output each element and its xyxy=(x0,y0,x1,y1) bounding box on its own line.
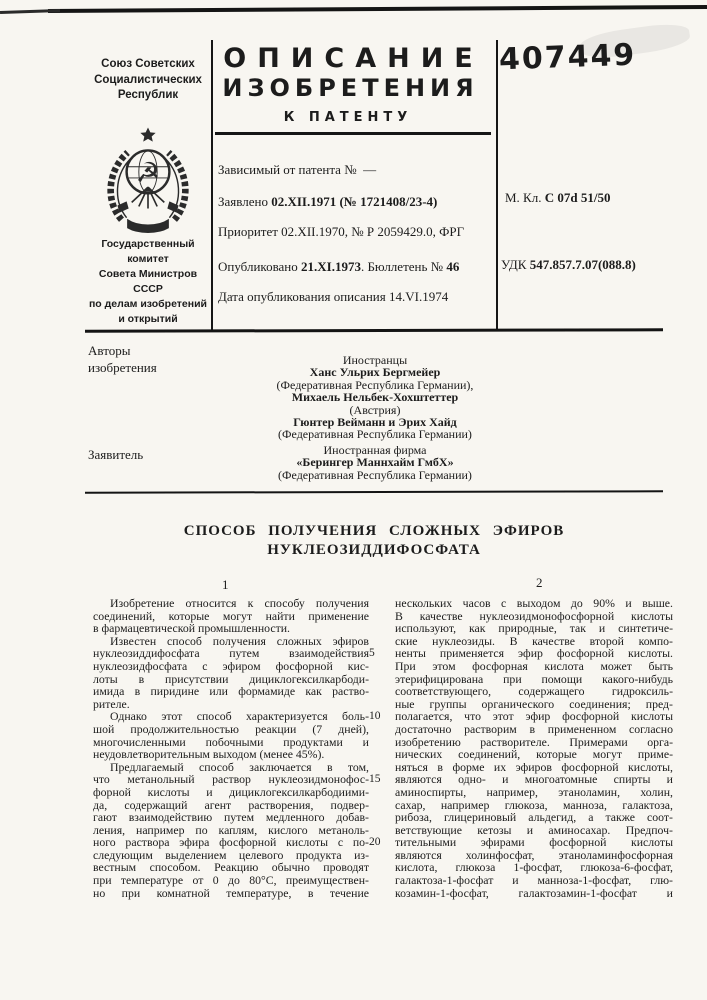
star-icon xyxy=(140,128,155,142)
text-line: Михаель Нельбек-Хохштеттер xyxy=(291,390,459,405)
text-line: по делам изобретений xyxy=(88,298,208,310)
text-line: Государственный комитет xyxy=(101,238,195,265)
body-line: этерифицирована при помощи какого-нибудь xyxy=(395,671,673,686)
text-line: Республик xyxy=(117,89,179,101)
body-line: достаточно растворим в примененном согласно xyxy=(395,721,673,736)
text-line: (Австрия) xyxy=(349,402,401,417)
body-line: сахар, например глюкоза, манноза, галактоза, xyxy=(395,797,673,812)
text-segment: 547.857.7.07(088.8) xyxy=(529,257,636,272)
body-line: что метанольный раствор нуклеозидмонофос- xyxy=(93,772,369,787)
text-line: «Берингер Маннхайм ГмбХ» xyxy=(296,455,454,470)
body-line: Известен способ получения сложных эфиров xyxy=(110,633,369,648)
body-line: ветствующие кетозы и аминосахар. Предпоч- xyxy=(395,822,673,837)
field-filed-date xyxy=(218,194,490,210)
body-line: рителе. xyxy=(93,696,130,711)
text-segment: . Бюллетень № xyxy=(360,259,447,274)
margin-line-number: 10 xyxy=(369,710,381,723)
country-name xyxy=(86,57,210,104)
text-segment: 46 xyxy=(446,259,460,274)
body-line: но при комнатной температуре, в течение xyxy=(93,885,369,900)
header-divider-right xyxy=(496,40,498,331)
authors-list xyxy=(210,354,540,441)
heading-izobreteniya: ИЗОБРЕТЕНИЯ xyxy=(222,74,479,102)
text-segment: 02.XII.1971 (№ 1721408/23-4) xyxy=(271,194,438,209)
text-line: НУКЛЕОЗИДДИФОСФАТА xyxy=(267,541,481,558)
body-line: нических соединений, которые могут приме- xyxy=(395,747,673,762)
document-type-heading xyxy=(213,44,483,102)
text-line: Союз Советских xyxy=(101,58,195,70)
applicant-info xyxy=(210,444,540,481)
body-line: лоты в присутствии дициклогексилкарбоди- xyxy=(93,671,369,686)
body-line: соответствующего, содержащего гидроксиль- xyxy=(395,684,673,699)
text-line: Иностранная фирма xyxy=(323,443,427,457)
body-line: в фармацевтической промышленности. xyxy=(93,621,290,636)
field-dependent-patent xyxy=(218,162,490,178)
body-line: гают взаимодействию путем медленного добав- xyxy=(93,810,369,825)
text-line: СПОСОБ ПОЛУЧЕНИЯ СЛОЖНЫХ ЭФИРОВ xyxy=(183,523,565,539)
column-number-2: 2 xyxy=(536,575,543,590)
body-line: вестным способом. Реакцию обычно проводят xyxy=(93,860,369,875)
body-line: В качестве нуклеозидмонофосфорной кислоты xyxy=(395,608,673,623)
heading-k-patentu: К ПАТЕНТУ xyxy=(283,110,413,125)
text-segment: Опубликовано xyxy=(218,259,302,274)
body-column-left xyxy=(93,597,369,899)
body-line: являются холинфосфат, этаноламинфосфорная xyxy=(395,847,673,862)
body-line: Предлагаемый способ заключается в том, xyxy=(110,759,369,774)
text-segment: Заявлено xyxy=(218,194,272,209)
body-line: многочисленными побочными продуктами и xyxy=(93,734,369,749)
text-segment: 21.XI.1973 xyxy=(301,259,361,274)
text-line: Ханс Ульрих Бергмейер xyxy=(309,365,441,380)
body-line: при температуре от 0 до 80°С, преимуществен- xyxy=(93,873,369,888)
text-segment: УДК xyxy=(501,257,530,272)
body-line: кислота, глюкоза 1-фосфат, глюкоза-6-фосфат, xyxy=(395,860,673,875)
margin-line-number: 20 xyxy=(369,836,381,849)
heading-opisanie: ОПИСАНИЕ xyxy=(223,43,484,74)
text-line: Гюнтер Вейманн и Эрих Хайд xyxy=(293,415,457,430)
text-line: изобретения xyxy=(88,359,157,375)
body-line: ские нуклеозиды. В качестве второй компо- xyxy=(395,633,673,648)
text-segment: Приоритет 02.XII.1970, № Р 2059429.0, ФРГ xyxy=(218,224,465,239)
text-segment: Дата опубликования описания 14.VI.1974 xyxy=(218,289,449,304)
authors-label xyxy=(88,343,157,376)
svg-text:☭: ☭ xyxy=(135,157,161,190)
margin-line-number: 5 xyxy=(369,647,375,660)
ussr-emblem xyxy=(97,126,199,236)
body-line: шой продолжительностью реакции (7 дней), xyxy=(93,721,369,736)
body-line: нуклеозиддифосфата путем взаимодействия xyxy=(93,646,369,661)
body-line: няться в форме их эфиров фосфорной кислоты, xyxy=(395,759,673,774)
body-line: галактоза-1-фосфат и манноза-1-фосфат, глю- xyxy=(395,873,673,888)
parties-bottom-rule xyxy=(85,490,663,494)
header-bottom-rule xyxy=(85,328,663,332)
subtitle-rule xyxy=(215,132,491,135)
body-line: изобретению растворителе. Примерами орга- xyxy=(395,734,673,749)
field-udk xyxy=(501,257,636,273)
body-line: имида в пиридине или формамиде как раство- xyxy=(93,684,369,699)
body-line: неудовлетворительным выходом (менее 45%). xyxy=(93,747,325,762)
text-line: и открытий xyxy=(118,313,178,325)
body-column-right xyxy=(369,596,673,900)
body-line: являются одно- и многоатомные спирты и 15 xyxy=(369,772,673,787)
body-line: аминоспирты, например, этаноламин, холин, xyxy=(395,784,673,799)
patent-number: 407449 xyxy=(498,37,637,78)
body-line: Изобретение относится к способу получения xyxy=(110,596,369,610)
invention-title xyxy=(124,522,624,559)
text-line: Авторы xyxy=(88,343,131,358)
text-line: (Федеративная Республика Германии) xyxy=(278,427,472,442)
field-description-published xyxy=(218,289,490,305)
body-line: рибоза, глицериновый альдегид, а также соот- xyxy=(395,810,673,825)
body-line: тительными эфирами фосфорной кислоты 20 xyxy=(369,835,673,850)
text-line: (Федеративная Республика Германии) xyxy=(278,467,472,482)
committee-name xyxy=(84,237,212,327)
field-published xyxy=(218,259,490,275)
body-line: да, содержащий агент растворения, подвер- xyxy=(93,797,369,812)
scan-top-border xyxy=(48,5,707,13)
field-priority xyxy=(218,224,490,240)
body-line: ления, например по каплям, кислого метаноль- xyxy=(93,822,369,837)
body-line: используют, как природные, так и синтетиче- xyxy=(395,621,673,636)
text-line: Иностранцы xyxy=(342,353,408,367)
body-line: ненты применяется эфир фосфорной кислоты. 5 xyxy=(369,646,673,661)
text-segment: С 07d 51/50 xyxy=(544,190,611,205)
margin-line-number: 15 xyxy=(369,773,381,786)
body-line: следующим выделением целевого продукта из- xyxy=(93,847,369,862)
body-line: При этом фосфорная кислота может быть xyxy=(395,658,673,673)
body-line: ного раствора эфира фосфорной кислоты с по- xyxy=(93,835,369,850)
body-line: полагается, что этот эфир фосфорной кислоты 10 xyxy=(369,709,673,724)
text-line: Социалистических xyxy=(94,73,202,86)
scan-top-border-fragment xyxy=(0,9,60,14)
text-segment: Зависимый от патента № — xyxy=(218,162,377,177)
body-line: ные группы органического соединения; пред- xyxy=(395,696,673,711)
body-line: Однако этот способ характеризуется боль- xyxy=(110,709,369,724)
text-line: Совета Министров СССР xyxy=(98,268,198,295)
text-segment: М. Кл. xyxy=(505,190,545,205)
body-line: форной кислоты и дициклогексилкарбодиими- xyxy=(93,784,369,799)
text-line: (Федеративная Республика Германии), xyxy=(276,377,474,392)
body-line: нуклеозидфосфата с эфиром фосфорной кис- xyxy=(93,658,369,673)
applicant-label: Заявитель xyxy=(88,447,144,462)
body-line: нескольких часов с выходом до 90% и выше. xyxy=(395,596,673,610)
body-line: соединений, которые могут найти применение xyxy=(93,608,369,623)
body-line: козамин-1-фосфат, галактозамин-1-фосфат и xyxy=(395,885,673,900)
field-intl-class xyxy=(505,190,610,206)
column-number-1: 1 xyxy=(222,577,229,592)
